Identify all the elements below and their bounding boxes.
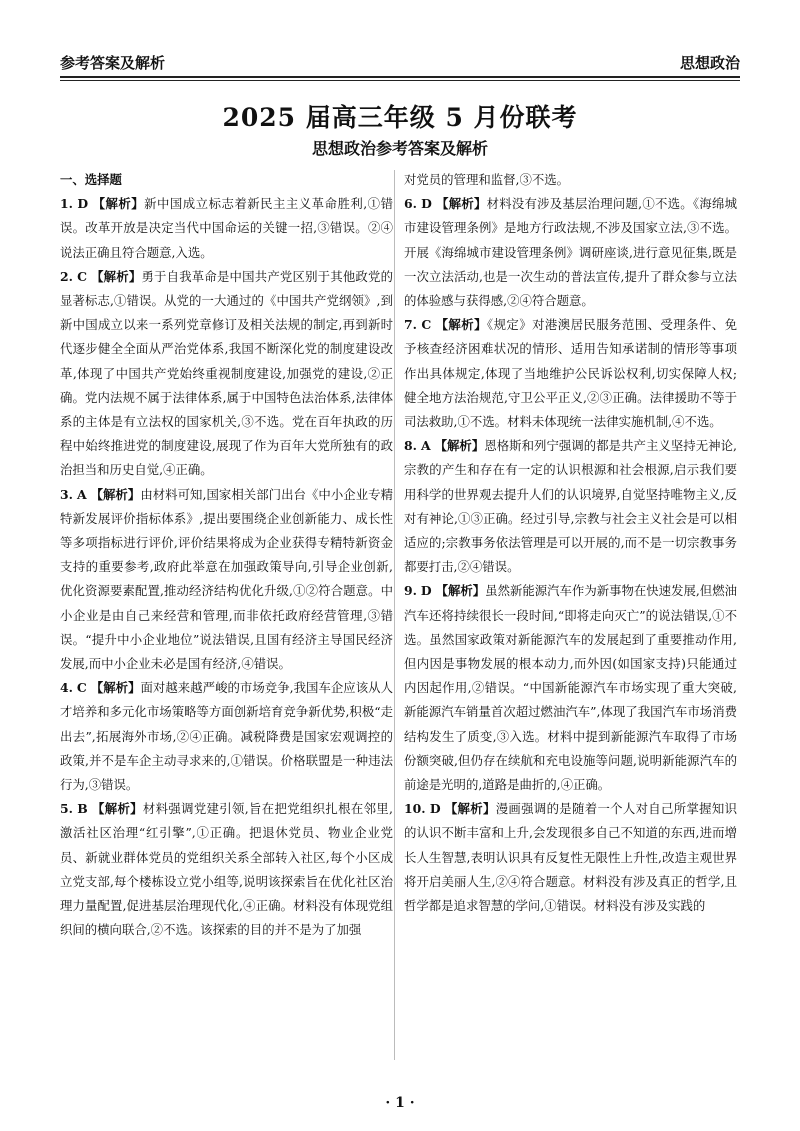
question-number: 4. [60,680,73,696]
page-number: · 1 · [385,1095,415,1111]
answer-letter: D [429,801,441,817]
analysis-text: 对党员的管理和监督,③不选。 [404,172,570,187]
question-number: 7. [404,317,417,333]
answer-item [60,797,393,942]
header-left-label: 参考答案及解析 [60,54,166,72]
answer-letter: C [77,268,87,284]
answer-item [60,265,393,483]
answer-item [404,434,737,579]
question-number: 8. [404,438,417,454]
answer-letter: D [420,583,432,599]
column-divider [394,170,395,1060]
question-number: 3. [60,486,73,502]
analysis-text: 新中国成立标志着新民主主义革命胜利,①错误。改革开放是决定当代中国命运的关键一招,③错误。②④说法正确且符合题意,入选。 [60,196,393,260]
analysis-text: 恩格斯和列宁强调的都是共产主义坚持无神论,宗教的产生和存在有一定的认识根源和社会根源,启示我们要用科学的世界观去提升人们的认识境界,自觉坚持唯物主义,反对有神论,①③正确。经过引导,宗教与社会主义社会是可以相适应的;宗教事务依法管理是可以开展的,而不是一切宗教事务都要打击,②④错误。 [404,438,737,575]
answer-letter: A [420,438,431,454]
analysis-text: 勇于自我革命是中国共产党区别于其他政党的显著标志,①错误。从党的一大通过的《中国共产党纲领》,到新中国成立以来一系列党章修订及相关法规的制定,再到新时代逐步健全全面从严治党体系,我国不断深化党的制度建设改革,体现了中国共产党始终重视制度建设,加强党的建设,②正确。党内法规不属于法律体系,属于中国特色法治体系,法律体系的主体是有立法权的国家机关,③不选。党在百年执政的历程中始终推进党的制度建设,展现了作为百年大党所独有的政治担当和历史自觉,④正确。 [60,268,393,478]
analysis-tag: 【解析】 [435,583,486,599]
question-number: 10. [404,801,426,817]
analysis-text: 虽然新能源汽车作为新事物在快速发展,但燃油汽车还将持续很长一段时间,“即将走向灭亡”的说法错误,①不选。虽然国家政策对新能源汽车的发展起到了重要推动作用,但内因是事物发展的根本动力,而外因(如国家支持)只能通过内因起作用,②错误。“中国新能源汽车市场实现了重大突破,新能源汽车销量首次超过燃油汽车”,体现了我国汽车市场消费结构发生了质变,③入选。材料中提到新能源汽车取得了市场份额突破,但仍存在续航和充电设施等问题,说明新能源汽车的前途是光明的,道路是曲折的,④正确。 [404,583,737,793]
analysis-text: 由材料可知,国家相关部门出台《中小企业专精特新发展评价指标体系》,提出要围绕企业创新能力、成长性等多项指标进行评价,评价结果将成为企业获得专精特新资金支持的重要参考,政府此举意在加强政策导向,引导企业创新,优化资源要素配置,推动经济结构优化升级,①②符合题意。中小企业是由自己来经营和管理,而非依托政府经营管理,③错误。“提升中小企业地位”说法错误,且国有经济主导国民经济发展,而中小企业未必是国有经济,④错误。 [60,486,393,672]
answer-item [60,483,393,677]
answer-letter: C [421,317,432,333]
question-number: 6. [404,196,417,212]
right-answer-list [404,168,737,918]
answer-letter: A [76,486,87,502]
analysis-tag: 【解析】 [90,486,141,502]
analysis-text: 面对越来越严峻的市场竞争,我国车企应该从人才培养和多元化市场策略等方面创新培育竞争新优势,积极“走出去”,拓展海外市场,②④正确。减税降费是国家宏观调控的政策,并不是车企主动寻求来的,①错误。价格联盟是一种违法行为,③错误。 [60,680,393,793]
analysis-tag: 【解析】 [444,801,496,817]
right-column [404,168,737,918]
left-column [60,168,393,943]
analysis-tag: 【解析】 [435,317,487,333]
header-divider [60,76,740,78]
analysis-text: 材料没有涉及基层治理问题,①不选。《海绵城市建设管理条例》是地方行政法规,不涉及国家立法,③不选。开展《海绵城市建设管理条例》调研座谈,进行意见征集,既是一次立法活动,也是一次生动的普法宣传,提升了群众参与立法的体验感与获得感,②④符合题意。 [404,196,737,309]
page-subtitle: 思想政治参考答案及解析 [311,139,488,158]
answer-item [404,192,737,313]
analysis-tag: 【解析】 [90,680,141,696]
question-number: 1. [60,196,73,212]
answer-item [404,579,737,797]
question-number: 9. [404,583,417,599]
answer-item [60,192,393,265]
header-subject-label: 思想政治 [679,54,740,72]
answer-letter: C [76,680,87,696]
question-number: 2. [60,268,73,284]
analysis-tag: 【解析】 [91,801,143,817]
page-title: 2025 届高三年级 5 月份联考 [222,103,578,132]
answer-item [60,676,393,797]
analysis-text: 漫画强调的是随着一个人对自己所掌握知识的认识不断丰富和上升,会发现很多自己不知道的东西,进而增长人生智慧,表明认识具有反复性无限性上升性,改造主观世界将开启美丽人生,②④符合题意。材料没有涉及真正的哲学,且哲学都是追求智慧的学问,①错误。材料没有涉及实践的 [404,801,737,914]
page-header [60,52,740,74]
header-divider-thin [60,80,740,81]
analysis-tag: 【解析】 [436,196,487,212]
analysis-tag: 【解析】 [91,268,142,284]
section-heading: 一、选择题 [60,172,122,187]
analysis-tag: 【解析】 [434,438,485,454]
analysis-tag: 【解析】 [92,196,145,212]
answer-letter: D [421,196,432,212]
analysis-text: 《规定》对港澳居民服务范围、受理条件、免予核查经济困难状况的情形、适用告知承诺制的情形等事项作出具体规定,体现了当地维护公民诉讼权利,切实保障人权;健全地方法治规范,守卫公平正义,②③正确。法律援助不等于司法救助,①不选。材料未体现统一法律实施机制,④不选。 [404,317,737,430]
question-number: 5. [60,801,73,817]
answer-letter: D [77,196,89,212]
answer-item [404,797,737,918]
answer-letter: B [77,801,88,817]
answer-item [404,313,737,434]
left-answer-list [60,192,393,942]
answer-item [404,168,737,192]
analysis-text: 材料强调党建引领,旨在把党组织扎根在邻里,激活社区治理“红引擎”,①正确。把退休党员、物业企业党员、新就业群体党员的党组织关系全部转入社区,每个小区成立党支部,每个楼栋设立党小组等,说明该探索旨在优化社区治理力量配置,促进基层治理现代化,④正确。材料没有体现党组织间的横向联合,②不选。该探索的目的并不是为了加强 [60,801,393,938]
